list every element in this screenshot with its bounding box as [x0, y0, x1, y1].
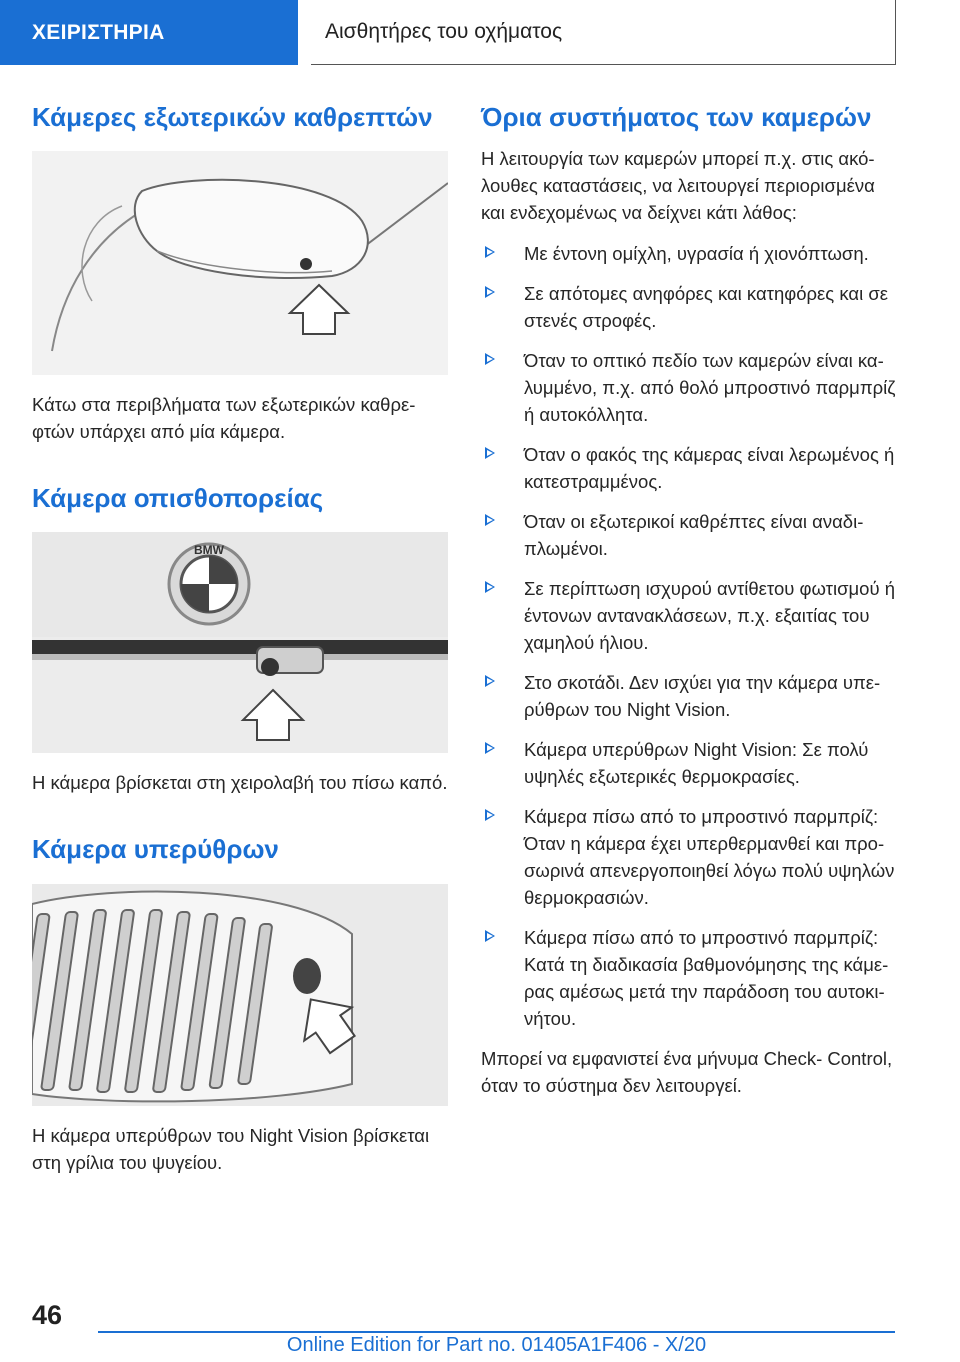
- section-title: ΧΕΙΡΙΣΤΗΡΙΑ: [32, 20, 165, 44]
- bullet-triangle-icon: [485, 246, 495, 258]
- system-limits-heading: Όρια συστήματος των καμερών: [481, 102, 872, 132]
- bullet-triangle-icon: [485, 353, 495, 365]
- bullet-triangle-icon: [485, 514, 495, 526]
- left-column: [32, 90, 448, 1176]
- infrared-camera-heading: Κάμερα υπερύθρων: [32, 834, 279, 865]
- list-item: Κάμερα υπερύθρων Night Vision: Σε πολύ υψηλές εξωτερικές θερμοκρασίες.: [481, 736, 897, 790]
- bullet-triangle-icon: [485, 675, 495, 687]
- mirror-camera-illustration: [32, 151, 448, 375]
- list-item: Όταν ο φακός της κάμερας είναι λερωμένος ή κατεστραμμένος.: [481, 441, 897, 495]
- list-item: Όταν το οπτικό πεδίο των καμερών είναι κα‐ λυμμένο, π.χ. από θολό μπροστινό παρμπρίζ ή αυτοκόλλητα.: [481, 347, 897, 428]
- list-item: Στο σκοτάδι. Δεν ισχύει για την κάμερα υπε‐ ρύθρων του Night Vision.: [481, 669, 897, 723]
- system-limits-list: [481, 240, 897, 1032]
- list-item: Κάμερα πίσω από το μπροστινό παρμπρίζ: Όταν η κάμερα έχει υπερθερμανθεί και προ‐ σωρινά απενεργοποιηθεί λόγω πολύ υψηλών θερμοκρασιών.: [481, 803, 897, 911]
- list-item: Με έντονη ομίχλη, υγρασία ή χιονόπτωση.: [481, 240, 897, 267]
- infrared-camera-illustration: [32, 884, 448, 1106]
- mirror-camera-figure: [32, 151, 448, 375]
- footer-divider: [98, 1331, 895, 1333]
- bullet-triangle-icon: [485, 447, 495, 459]
- infrared-camera-figure: [32, 884, 448, 1106]
- bullet-triangle-icon: [485, 809, 495, 821]
- bullet-triangle-icon: [485, 286, 495, 298]
- footer-edition: Online Edition for Part no. 01405A1F406 - X/20: [286, 1334, 707, 1356]
- system-limits-outro: Μπορεί να εμφανιστεί ένα μήνυμα Check- Control, όταν το σύστημα δεν λειτουργεί.: [481, 1048, 893, 1097]
- rear-camera-heading: Κάμερα οπισθοπορείας: [32, 483, 324, 514]
- rear-camera-logo-text: BMW: [194, 543, 224, 558]
- list-item: Σε απότομες ανηφόρες και κατηφόρες και σε στενές στροφές.: [481, 280, 897, 334]
- bullet-triangle-icon: [485, 581, 495, 593]
- mirror-camera-caption: Κάτω στα περιβλήματα των εξωτερικών καθρε‐ φτών υπάρχει από μία κάμερα.: [32, 394, 416, 443]
- right-column: [481, 90, 897, 1099]
- list-item: Κάμερα πίσω από το μπροστινό παρμπρίζ: Κατά τη διαδικασία βαθμονόμησης της κάμε‐ ρας αμέσως μετά την παράδοση του αυτοκι‐ νήτου.: [481, 924, 897, 1032]
- section-tab: [0, 0, 298, 65]
- rear-camera-caption: Η κάμερα βρίσκεται στη χειρολαβή του πίσω καπό.: [32, 772, 448, 794]
- bullet-triangle-icon: [485, 742, 495, 754]
- chapter-title: Αισθητήρες του οχήματος: [325, 20, 563, 43]
- chapter-header: [311, 0, 896, 65]
- list-item: Όταν οι εξωτερικοί καθρέπτες είναι αναδι‐ πλωμένοι.: [481, 508, 897, 562]
- page-number: 46: [32, 1300, 63, 1330]
- bullet-triangle-icon: [485, 930, 495, 942]
- mirror-camera-heading: Κάμερες εξωτερικών καθρεπτών: [32, 102, 433, 132]
- infrared-camera-caption: Η κάμερα υπερύθρων του Night Vision βρίσκεται στη γρίλια του ψυγείου.: [32, 1124, 430, 1173]
- rear-camera-figure: [32, 532, 448, 753]
- list-item: Σε περίπτωση ισχυρού αντίθετου φωτισμού ή έντονων αντανακλάσεων, π.χ. εξαιτίας του χαμηλού ήλιου.: [481, 575, 897, 656]
- system-limits-intro: Η λειτουργία των καμερών μπορεί π.χ. στις ακό‐ λουθες καταστάσεις, να λειτουργεί περιορισμένα και ενδεχομένως να δείχνει κάτι λάθος:: [481, 148, 875, 224]
- rear-camera-illustration: [32, 532, 448, 753]
